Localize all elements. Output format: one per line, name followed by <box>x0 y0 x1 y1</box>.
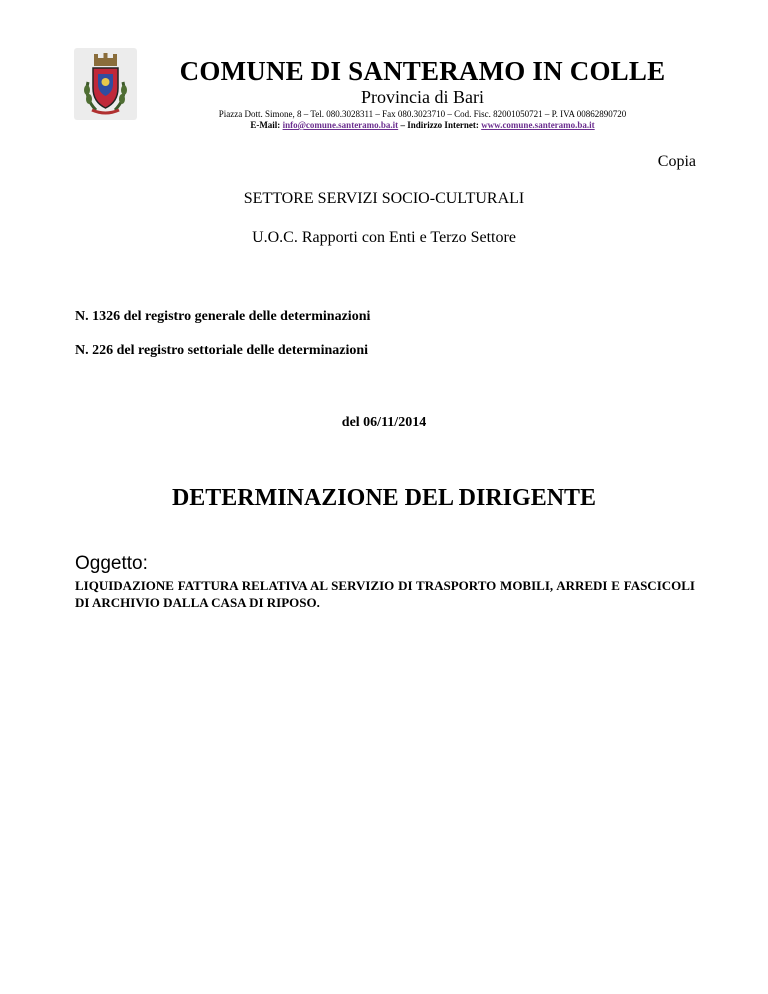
general-register-number: N. 1326 del registro generale delle determinazioni <box>75 309 371 324</box>
copy-label: Copia <box>657 153 696 170</box>
contacts-line <box>150 120 695 131</box>
email-label: E-Mail: <box>250 120 281 130</box>
coat-of-arms-icon <box>74 48 137 120</box>
website-link[interactable]: www.comune.santeramo.ba.it <box>481 120 595 130</box>
document-heading: DETERMINAZIONE DEL DIRIGENTE <box>171 485 597 511</box>
sector-title: SETTORE SERVIZI SOCIO-CULTURALI <box>243 190 525 207</box>
municipality-title: COMUNE DI SANTERAMO IN COLLE <box>179 56 666 86</box>
sector-register-number: N. 226 del registro settoriale delle determinazioni <box>75 343 369 358</box>
subject-label: Oggetto: <box>75 553 148 574</box>
internet-label: – Indirizzo Internet: <box>400 120 479 130</box>
unit-title: U.O.C. Rapporti con Enti e Terzo Settore <box>252 229 516 246</box>
document-date: del 06/11/2014 <box>341 415 427 430</box>
email-link[interactable]: info@comune.santeramo.ba.it <box>282 120 399 130</box>
province-name: Provincia di Bari <box>361 87 484 107</box>
address-line: Piazza Dott. Simone, 8 – Tel. 080.3028311 – Fax 080.3023710 – Cod. Fisc. 82001050721 – P. IVA 00862890720 <box>218 109 627 119</box>
coat-of-arms-graphic <box>74 48 137 120</box>
subject-text: LIQUIDAZIONE FATTURA RELATIVA AL SERVIZIO DI TRASPORTO MOBILI, ARREDI E FASCICOLI DI ARCHIVIO DALLA CASA DI RIPOSO. <box>75 578 695 610</box>
